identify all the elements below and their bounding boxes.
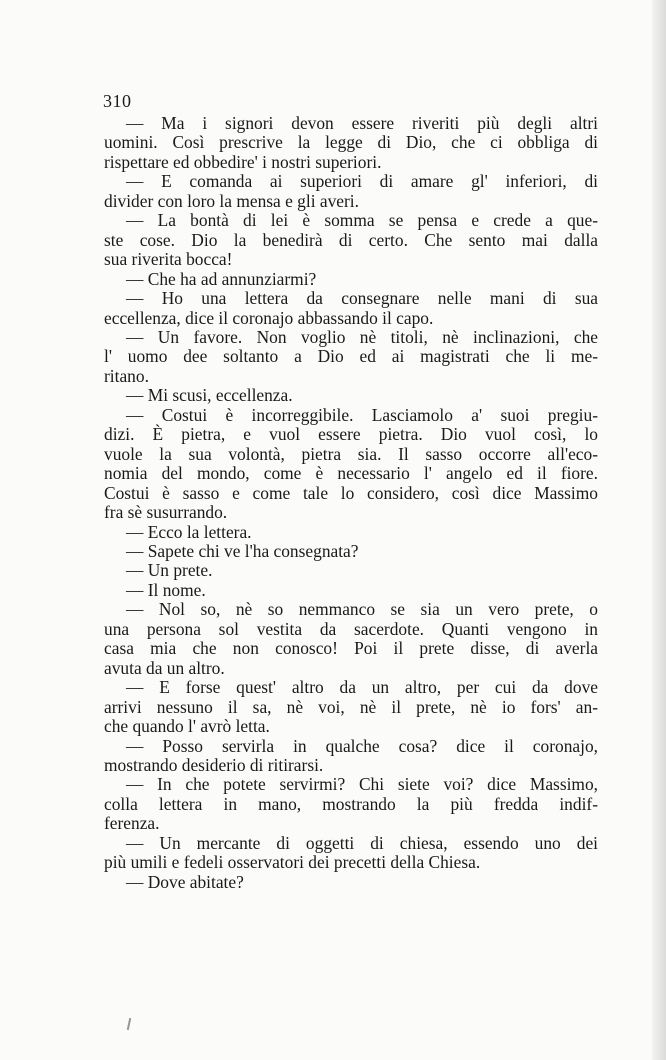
text-line: — Che ha ad annunziarmi? — [126, 268, 317, 289]
text-line: rispettare ed obbedire' i nostri superiori. — [104, 151, 382, 172]
print-speck — [127, 1018, 131, 1030]
text-line: fra sè susurrando. — [104, 502, 228, 523]
text-line: — Un favore. Non voglio nè titoli, nè inclinazioni, che — [126, 326, 598, 347]
text-line: casa mia che non conosco! Poi il prete disse, di averla — [104, 638, 598, 659]
text-line: vuole la sua volontà, pietra sia. Il sasso occorre all'eco- — [104, 443, 598, 464]
text-line: — Dove abitate? — [126, 871, 244, 892]
page-body-text — [104, 114, 598, 892]
text-line: — Nol so, nè so nemmanco se sia un vero prete, o — [126, 599, 598, 620]
text-line: Costui è sasso e come tale lo considero, così dice Massimo — [104, 482, 598, 503]
text-line: — Ma i signori devon essere riveriti più degli altri — [126, 113, 598, 133]
text-line: — La bontà di lei è somma se pensa e crede a que- — [126, 210, 598, 231]
text-line: uomini. Così prescrive la legge di Dio, che ci obbliga di — [104, 132, 598, 153]
text-line: nomia del mondo, come è necessario l' angelo ed il fiore. — [104, 463, 598, 484]
text-line: — Ho una lettera da consegnare nelle mani di sua — [126, 288, 598, 309]
text-line: — Un mercante di oggetti di chiesa, essendo uno dei — [126, 832, 598, 853]
page-edge-shadow — [652, 0, 666, 1060]
text-line: — Ecco la lettera. — [126, 521, 252, 542]
text-line: ritano. — [104, 365, 149, 386]
text-line: — Costui è incorreggibile. Lasciamolo a' suoi pregiu- — [126, 404, 598, 425]
text-line: avuta da un altro. — [104, 657, 225, 678]
text-line: ferenza. — [104, 813, 160, 834]
text-line: eccellenza, dice il coronajo abbassando il capo. — [104, 307, 434, 328]
text-line: — Sapete chi ve l'ha consegnata? — [126, 540, 359, 561]
text-line: — E comanda ai superiori di amare gl' inferiori, di — [126, 171, 598, 192]
text-line: — Mi scusi, eccellenza. — [126, 385, 293, 406]
text-line: divider con loro la mensa e gli averi. — [104, 190, 359, 211]
page-number: 310 — [103, 91, 132, 111]
text-line: ste cose. Dio la benedirà di certo. Che sento mai dalla — [104, 229, 598, 250]
text-line: arrivi nessuno il sa, nè voi, nè il prete, nè io fors' an- — [104, 696, 598, 717]
text-line: l' uomo dee soltanto a Dio ed ai magistrati che li me- — [104, 346, 598, 367]
text-line: che quando l' avrò letta. — [104, 716, 270, 737]
text-line: — E forse quest' altro da un altro, per cui da dove — [126, 677, 598, 698]
text-line: — Posso servirla in qualche cosa? dice il coronajo, — [126, 735, 598, 756]
text-line: colla lettera in mano, mostrando la più fredda indif- — [104, 793, 598, 814]
text-line: — In che potete servirmi? Chi siete voi? dice Massimo, — [126, 774, 598, 795]
text-line: mostrando desiderio di ritirarsi. — [104, 754, 324, 775]
text-line: una persona sol vestita da sacerdote. Quanti vengono in — [104, 618, 598, 639]
text-line: dizi. È pietra, e vuol essere pietra. Dio vuol così, lo — [104, 424, 598, 445]
text-line: — Il nome. — [126, 579, 206, 600]
text-line: — Un prete. — [126, 560, 213, 581]
text-line: sua riverita bocca! — [104, 249, 233, 270]
text-line: più umili e fedeli osservatori dei precetti della Chiesa. — [104, 852, 481, 873]
